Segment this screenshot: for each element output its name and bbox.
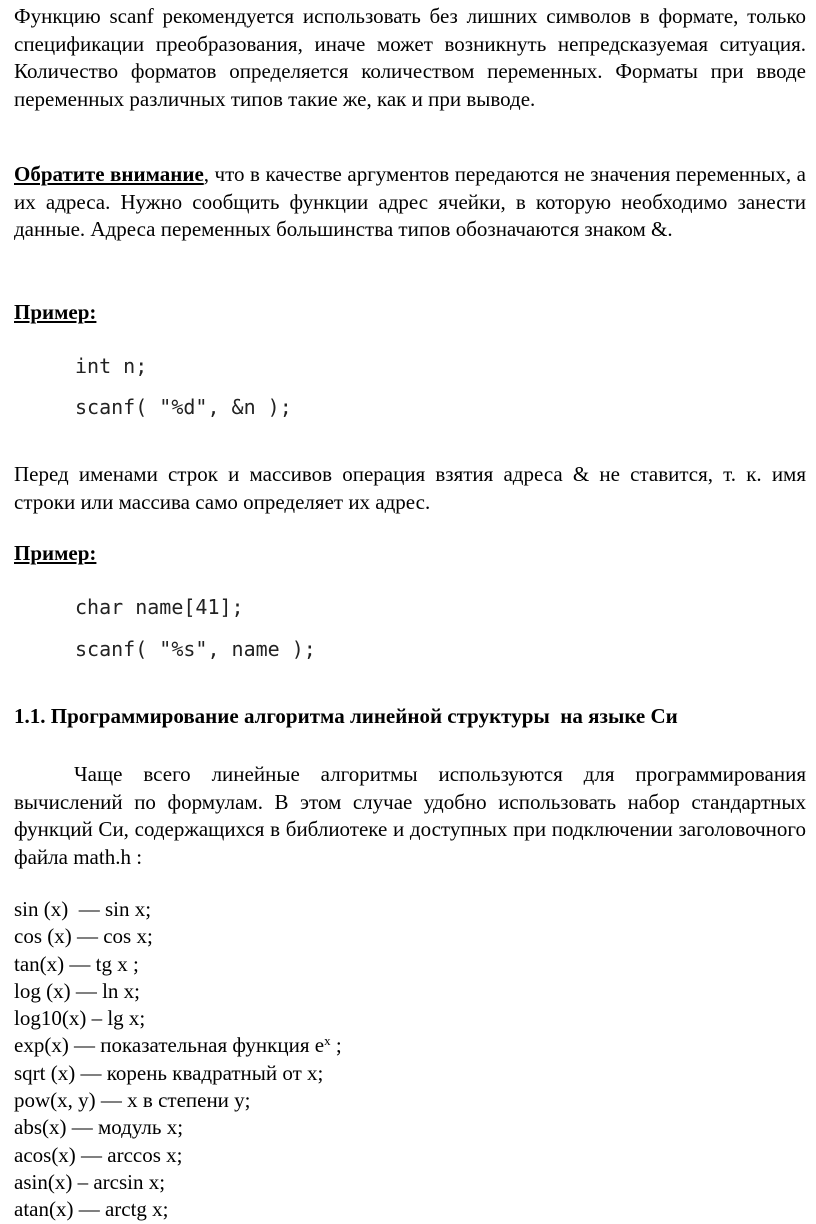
list-item: sqrt (x) — корень квадратный от x; (14, 1060, 324, 1085)
exp-text: exp(x) — показательная функция e (14, 1033, 325, 1058)
paragraph-arrays-address: Перед именами строк и массивов операция взятия адреса & не ставится, т. к. имя строки или массива само определяет их адрес. (14, 462, 806, 514)
list-item: tan(x) — tg x ; (14, 951, 139, 976)
example-heading-1: Пример: (14, 300, 97, 324)
list-item: acos(x) — arccos x; (14, 1142, 183, 1167)
code-line: scanf( "%s", name ); (75, 637, 316, 661)
code-line: char name[41]; (75, 595, 244, 619)
list-item: asin(x) – arcsin x; (14, 1169, 166, 1194)
code-line: int n; (75, 354, 148, 378)
list-item: cos (x) — cos x; (14, 924, 153, 949)
list-item: atan(x) — arctg x; (14, 1197, 169, 1222)
list-item: log (x) — ln x; (14, 978, 140, 1003)
example-heading-2: Пример: (14, 541, 97, 565)
exp-superscript: x (324, 1033, 331, 1049)
list-item (14, 1032, 342, 1059)
code-line: scanf( "%d", &n ); (75, 395, 292, 419)
paragraph-scanf-usage: Функцию scanf рекомендуется использовать без лишних символов в формате, только спецификации преобразования, иначе может возникнуть непредсказуемая ситуация. Количество форматов определяется количеством переменных. Форматы при вводе переменных различных типов такие же, как и при выводе. (14, 4, 806, 111)
attention-text: , что в качестве аргументов передаются не значения переменных, а их адреса. Нужно сообщить функции адрес ячейки, в которую необходимо занести данные. Адреса переменных большинства типов обозначаются знаком &. (14, 162, 806, 241)
section-title: 1.1. Программирование алгоритма линейной структуры на языке Си (14, 704, 678, 728)
paragraph-attention (14, 161, 806, 244)
list-item: pow(x, y) — x в степени y; (14, 1088, 251, 1113)
attention-emphasis: Обратите внимание (14, 162, 204, 186)
list-item: log10(x) – lg x; (14, 1006, 146, 1031)
list-item: abs(x) — модуль x; (14, 1115, 184, 1140)
paragraph-linear-algorithms: Чаще всего линейные алгоритмы используются для программирования вычислений по формулам. В этом случае удобно использовать набор стандартных функций Си, содержащихся в библиотеке и доступных при подключении заголовочного файла math.h : (14, 762, 806, 869)
list-item: sin (x) — sin x; (14, 897, 152, 921)
exp-tail: ; (330, 1033, 342, 1058)
math-function-list (14, 896, 342, 1224)
